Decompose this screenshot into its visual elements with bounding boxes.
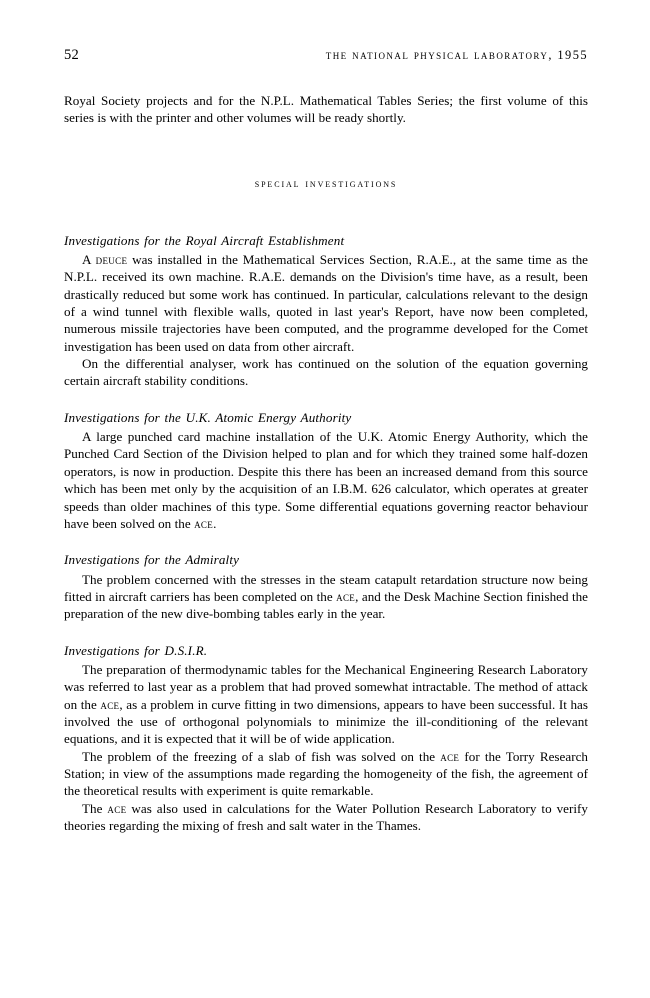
spacer [64, 213, 588, 232]
body-paragraph: A large punched card machine installation of the U.K. Atomic Energy Authority, which the Punched Card Section of the Division helped to plan and for which they trained some half-dozen operators, is now in production. Despite this there has been an increased demand from this source which has been met only by the acquisition of an I.B.M. 626 calculator, which operates at greater speeds than older machines of this type. Some differential equations governing reactor behaviour have been solved on the ace. [64, 429, 588, 531]
page-number: 52 [64, 47, 79, 63]
machine-name-smallcaps: ace [336, 588, 356, 604]
text-column [64, 92, 588, 834]
running-head [64, 46, 588, 66]
section-heading: special investigations [254, 175, 398, 190]
body-paragraph: The problem concerned with the stresses in the steam catapult retardation structure now being fitted in aircraft carriers has been completed on the ace, and the Desk Machine Section finished the preparation of the new dive-bombing tables early in the year. [64, 571, 588, 622]
subsection-heading: Investigations for the Admiralty [64, 552, 240, 568]
spacer [64, 532, 588, 551]
intro-paragraph: Royal Society projects and for the N.P.L. Mathematical Tables Series; the first volume of this series is with the printer and other volumes will be ready shortly. [64, 93, 588, 126]
body-paragraph: The preparation of thermodynamic tables for the Mechanical Engineering Research Laboratory was referred to last year as a problem that had proved somewhat intractable. The method of attack on the ace, as a problem in curve fitting in two dimensions, appears to have been successful. It has involved the use of orthogonal polynomials to minimize the ill-conditioning of the relevant equations, and it is expected that it will be of wide application. [64, 661, 588, 747]
machine-name-smallcaps: ace [100, 696, 120, 712]
machine-name-smallcaps: deuce [95, 252, 128, 268]
spacer [64, 127, 588, 175]
subsection-heading: Investigations for the U.K. Atomic Energy Authority [64, 409, 352, 425]
body-paragraph: The ace was also used in calculations for the Water Pollution Research Laboratory to verify theories regarding the mixing of fresh and salt water in the Thames. [64, 800, 588, 833]
spacer [64, 623, 588, 642]
subsection-heading: Investigations for the Royal Aircraft Establishment [64, 232, 345, 248]
machine-name-smallcaps: ace [194, 515, 214, 531]
body-paragraph: A deuce was installed in the Mathematical Services Section, R.A.E., at the same time as the N.P.L. received its own machine. R.A.E. demands on the Division's time have, as a result, been drastically reduced but some work has continued. In particular, calculations relevant to the design of a wind tunnel with flexible walls, quoted in last year's Report, have now been completed, numerous missile trajectories have been computed, and the programme developed for the Comet investigation has been used on data from other aircraft. [64, 252, 588, 354]
spacer [64, 390, 588, 409]
body-paragraph: The problem of the freezing of a slab of fish was solved on the ace for the Torry Research Station; in view of the assumptions made regarding the homogeneity of the fish, the agreement of the theoretical results with experiment is quite remarkable. [64, 748, 588, 799]
subsections-container [64, 213, 588, 835]
running-head-title: the national physical laboratory, 1955 [325, 48, 588, 62]
spacer [64, 192, 588, 213]
body-paragraph: On the differential analyser, work has continued on the solution of the equation governing certain aircraft stability conditions. [64, 356, 588, 389]
machine-name-smallcaps: ace [107, 800, 127, 816]
subsection-heading: Investigations for D.S.I.R. [64, 642, 208, 658]
machine-name-smallcaps: ace [440, 748, 460, 764]
